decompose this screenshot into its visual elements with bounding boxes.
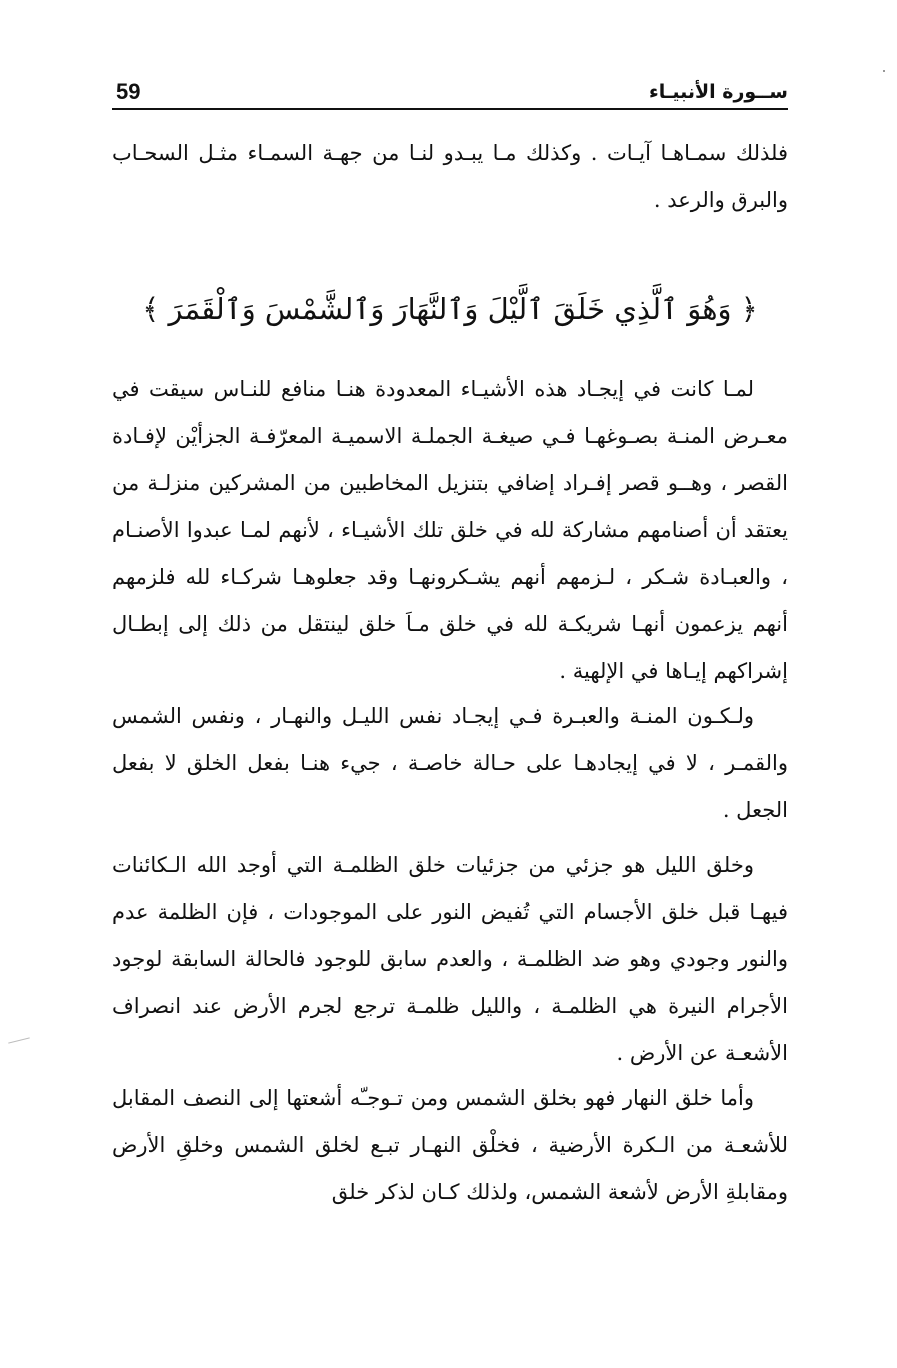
scan-speck [883,70,885,72]
surah-title: ســورة الأنبيـاء [648,81,788,103]
paragraph-2: لمـا كانت في إيجـاد هذه الأشيـاء المعدودة هنـا منافع للنـاس سيقت في معـرض المنـة بصـوغهـا فـي صيغـة الجملـة الاسميـة المعرّفـة الجزأيْن لإفـادة القصر ، وهــو قصر إفـراد إضافي بتنزيل المخاطبين من المشركين منزلـة من يعتقد أن أصنامهم مشاركة لله في خلق تلك الأشيـاء ، لأنهم لمـا عبدوا الأصنـام ، والعبـادة شـكر ، لـزمهم أنهم يشـكرونهـا وقد جعلوهـا شركـاء لله فلزمهم أنهم يزعمون أنهـا شريكـة لله في خلق مـاَ خلق لينتقل من ذلك إلى إبطـال إشراكهم إيـاها في الإلهية . [112,377,788,683]
quran-verse: ﴿ وَهُوَ ٱلَّذِي خَلَقَ ٱلَّيْلَ وَٱلنَّهَارَ وَٱلشَّمْسَ وَٱلْقَمَرَ ﴾ [142,292,758,326]
paragraph-4: وخلق الليل هو جزئي من جزئيات خلق الظلمـة التي أوجد الله الـكائنات فيهـا قبل خلق الأجسام التي تُفيض النور على الموجودات ، فإن الظلمة عدم والنور وجودي وهو ضد الظلمـة ، والعدم سابق للوجود فالحالة السابقة لوجود الأجرام النيرة هي الظلمـة ، والليل ظلمـة ترجع لجرم الأرض عند انصراف الأشعـة عن الأرض . [112,853,788,1065]
page-header [112,78,788,110]
scan-margin-mark [8,1037,30,1043]
paragraph-3: ولـكـون المنـة والعبـرة فـي إيجـاد نفس الليـل والنهـار ، ونفس الشمس والقمـر ، لا في إيجادهـا على حـالة خاصـة ، جيء هنـا بفعل الخلق لا بفعل الجعل . [112,704,788,822]
page-number: 59 [116,79,141,104]
paragraph-1: فلذلك سمـاهـا آيـات . وكذلك مـا يبـدو لنـا من جهـة السمـاء مثـل السحـاب والبرق والرعد . [112,141,788,212]
paragraph-5: وأما خلق النهار فهو بخلق الشمس ومن تـوجـّه أشعتها إلى النصف المقابل للأشعـة من الـكرة الأرضية ، فخلْق النهـار تبـع لخلق الشمس وخلقِ الأرض ومقابلةِ الأرض لأشعة الشمس، ولذلك كـان لذكر خلق [112,1086,788,1204]
